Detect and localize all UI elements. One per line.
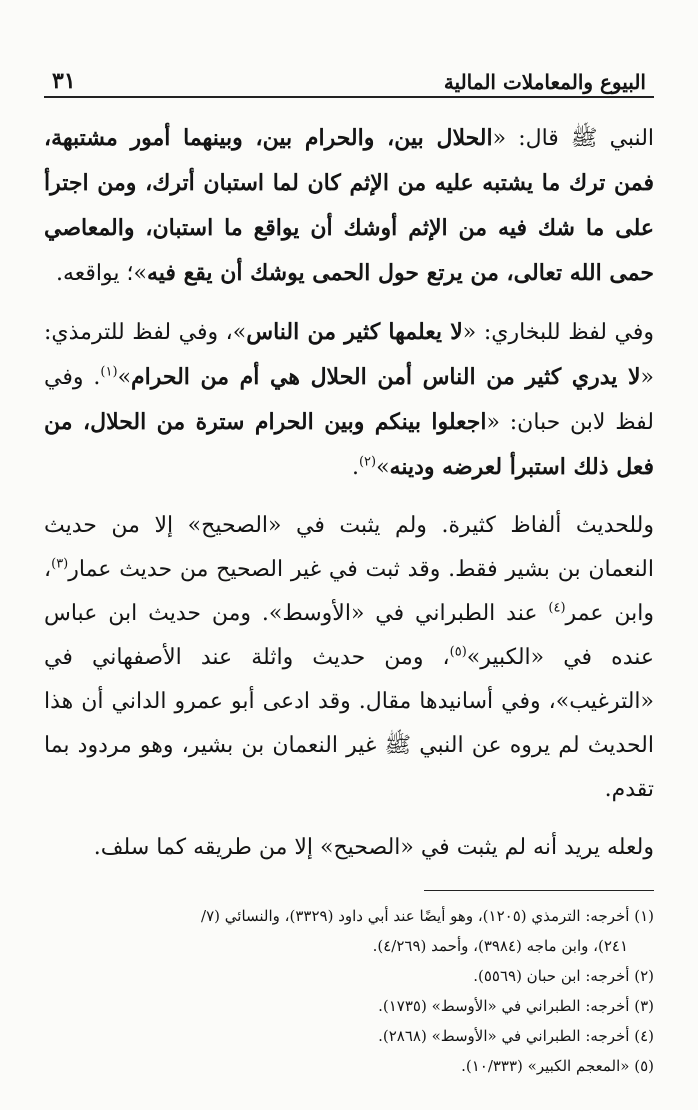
main-text — [44, 116, 654, 870]
footnote-separator — [424, 890, 654, 891]
footnote — [44, 1051, 654, 1081]
text-segment: »؛ يواقعه. — [56, 261, 147, 286]
running-title: البيوع والمعاملات المالية — [443, 70, 646, 94]
footnote-marker: (١) — [100, 364, 118, 380]
text-segment: »، وفي لفظ للترمذي: « — [44, 320, 654, 390]
running-header — [44, 52, 654, 98]
hadith-quote: الحلال بين، والحرام بين، وبينهما أمور مشتبهة، فمن ترك ما يشتبه عليه من الإثم كان لما استبان أترك، ومن اجترأ على ما شك فيه من الإثم أوشك أن يواقع ما استبان، والمعاصي حمى الله تعالى، من يرتع حول الحمى يوشك أن يقع فيه — [44, 125, 654, 286]
text-segment: . وفي لفظ لابن حبان: « — [44, 365, 654, 435]
text-segment: وللحديث ألفاظ كثيرة. ولم يثبت في «الصحيح» إلا من حديث النعمان بن بشير فقط. وقد ثبت في غير الصحيح من حديث عمار — [44, 513, 654, 582]
text-segment: النبي ﷺ قال: « — [492, 126, 655, 151]
text-segment: ولعله يريد أنه لم يثبت في «الصحيح» إلا من طريقه كما سلف. — [93, 835, 654, 860]
footnote-text: (١) أخرجه: الترمذي (١٢٠٥)، وهو أيضًا عند أبي داود (٣٣٢٩)، والنسائي (٧/ — [201, 907, 654, 925]
paragraph — [44, 826, 654, 870]
footnote — [44, 901, 654, 961]
footnote-marker: (٢) — [358, 454, 377, 470]
footnote — [44, 961, 654, 991]
text-segment: » — [376, 455, 390, 480]
footnote — [44, 991, 654, 1021]
footnote-text: (٣) أخرجه: الطبراني في «الأوسط» (١٧٣٥). — [378, 997, 654, 1015]
footnote-marker: (٣) — [51, 556, 69, 572]
hadith-quote: لا يدري كثير من الناس أمن الحلال هي أم من الحرام — [131, 364, 641, 390]
footnotes — [44, 901, 654, 1081]
page-number: ٣١ — [52, 68, 76, 94]
text-segment: . — [351, 455, 359, 480]
footnote-text: (٥) «المعجم الكبير» (١٠/٣٣٣). — [461, 1057, 654, 1075]
text-segment: ، وابن عمر — [44, 557, 654, 626]
footnote-text-continued: ٢٤١)، وابن ماجه (٣٩٨٤)، وأحمد (٤/٢٦٩). — [372, 937, 628, 955]
footnote-marker: (٥) — [449, 644, 467, 660]
text-segment: عند الطبراني في «الأوسط». ومن حديث ابن عباس عنده في «الكبير» — [44, 601, 655, 670]
footnote — [44, 1021, 654, 1051]
text-segment: وفي لفظ للبخاري: « — [462, 320, 654, 345]
footnote-marker: (٤) — [548, 600, 566, 616]
text-segment: ، ومن حديث واثلة عند الأصفهاني في «الترغيب»، وفي أسانيدها مقال. وقد ادعى أبو عمرو الداني أن هذا الحديث لم يروه عن النبي ﷺ غير النعمان بن بشير، وهو مردود بما تقدم. — [44, 645, 654, 802]
hadith-quote: لا يعلمها كثير من الناس — [246, 319, 463, 345]
footnote-text: (٢) أخرجه: ابن حبان (٥٥٦٩). — [473, 967, 654, 985]
paragraph — [44, 116, 654, 296]
footnote-text: (٤) أخرجه: الطبراني في «الأوسط» (٢٨٦٨). — [378, 1027, 654, 1045]
paragraph — [44, 504, 654, 812]
paragraph — [44, 310, 654, 490]
hadith-quote: اجعلوا بينكم وبين الحرام سترة من الحلال، من فعل ذلك استبرأ لعرضه ودينه — [44, 409, 654, 480]
book-page — [44, 52, 654, 1081]
text-segment: » — [117, 365, 132, 390]
